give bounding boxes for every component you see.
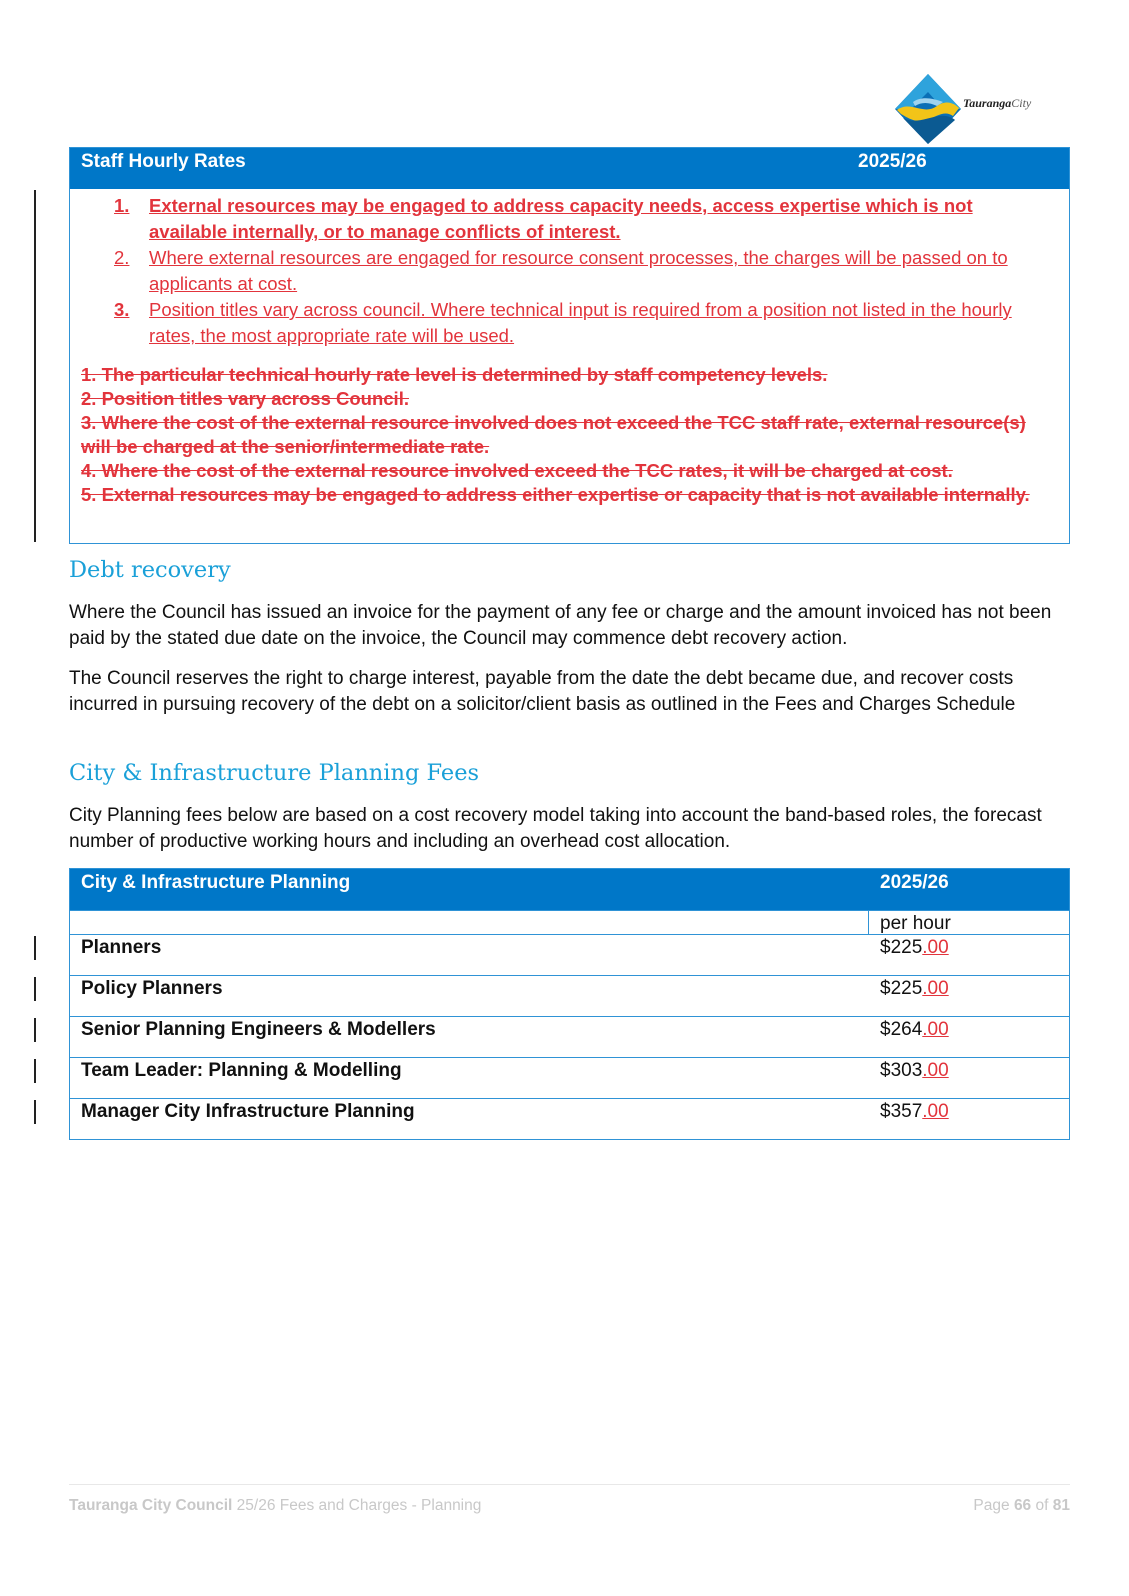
unit-row (70, 910, 1069, 934)
table-row (70, 1098, 1069, 1139)
table-row (70, 934, 1069, 975)
change-bar (34, 936, 36, 960)
table-header-year: 2025/26 (880, 872, 949, 893)
rate-cell: $303.00 (880, 1060, 949, 1081)
debt-recovery-paragraph: The Council reserves the right to charge interest, payable from the date the debt became due, and recover costs incurred in pursuing recovery of the debt on a solicitor/client basis as outlined in the Fees and Charges Schedule (69, 668, 1016, 715)
role-cell: Manager City Infrastructure Planning (81, 1101, 415, 1122)
rate-cell: $225.00 (880, 937, 949, 958)
rate-cell: $357.00 (880, 1101, 949, 1122)
column-divider (868, 911, 869, 934)
rate-cell: $225.00 (880, 978, 949, 999)
table-header-year: 2025/26 (858, 151, 927, 172)
role-cell: Team Leader: Planning & Modelling (81, 1060, 402, 1081)
change-bar (34, 977, 36, 1001)
role-cell: Planners (81, 937, 162, 958)
staff-hourly-rates-table (69, 147, 1070, 544)
list-item: 3. Position titles vary across council. Where technical input is required from a position not listed in the hourly rates, the most appropriate rate will be used. (114, 299, 1012, 346)
debt-recovery-paragraph: Where the Council has issued an invoice for the payment of any fee or charge and the amount invoiced has not been paid by the stated due date on the invoice, the Council may commence debt recovery action. (69, 602, 1052, 649)
table-row (70, 1016, 1069, 1057)
deleted-note: 4. Where the cost of the external resource involved exceed the TCC rates, it will be charged at cost. (81, 460, 953, 481)
table-header (70, 148, 1069, 189)
logo-diamond-icon (893, 72, 963, 146)
planning-fees-heading: City & Infrastructure Planning Fees (69, 760, 480, 786)
deleted-note: 2. Position titles vary across Council. (81, 388, 409, 409)
rate-cell: $264.00 (880, 1019, 949, 1040)
change-bar (34, 1100, 36, 1124)
table-header-label: Staff Hourly Rates (81, 151, 246, 172)
table-row (70, 1057, 1069, 1098)
tauranga-city-logo (893, 72, 1063, 146)
deleted-note: 5. External resources may be engaged to address either expertise or capacity that is not available internally. (81, 484, 1030, 505)
debt-recovery-heading: Debt recovery (69, 557, 231, 583)
footer-document-title: Tauranga City Council 25/26 Fees and Charges - Planning (69, 1497, 482, 1514)
footer-divider (69, 1484, 1070, 1485)
unit-label: per hour (880, 913, 951, 934)
change-bar (34, 1018, 36, 1042)
deleted-notes (70, 363, 1069, 507)
deleted-note: 3. Where the cost of the external resource involved does not exceed the TCC staff rate, external resource(s) will be charged at the senior/intermediate rate. (81, 412, 1026, 457)
change-bar (34, 1059, 36, 1083)
footer-page-number: Page 66 of 81 (973, 1497, 1070, 1514)
change-bar (34, 190, 36, 542)
deleted-note: 1. The particular technical hourly rate level is determined by staff competency levels. (81, 364, 828, 385)
notes-list (70, 189, 1069, 349)
planning-fees-table (69, 868, 1070, 1140)
table-header (70, 869, 1069, 910)
table-row (70, 975, 1069, 1016)
planning-fees-intro: City Planning fees below are based on a cost recovery model taking into account the band-based roles, the forecast number of productive working hours and including an overhead cost allocation. (69, 805, 1042, 852)
role-cell: Policy Planners (81, 978, 223, 999)
list-item: 2. Where external resources are engaged for resource consent processes, the charges will be passed on to applicants at cost. (114, 247, 1008, 294)
table-header-label: City & Infrastructure Planning (81, 872, 351, 893)
role-cell: Senior Planning Engineers & Modellers (81, 1019, 436, 1040)
list-item: 1. External resources may be engaged to address capacity needs, access expertise which is not available internally, or to manage conflicts of interest. (114, 195, 973, 242)
logo-wordmark: TaurangaCity (963, 96, 1032, 110)
